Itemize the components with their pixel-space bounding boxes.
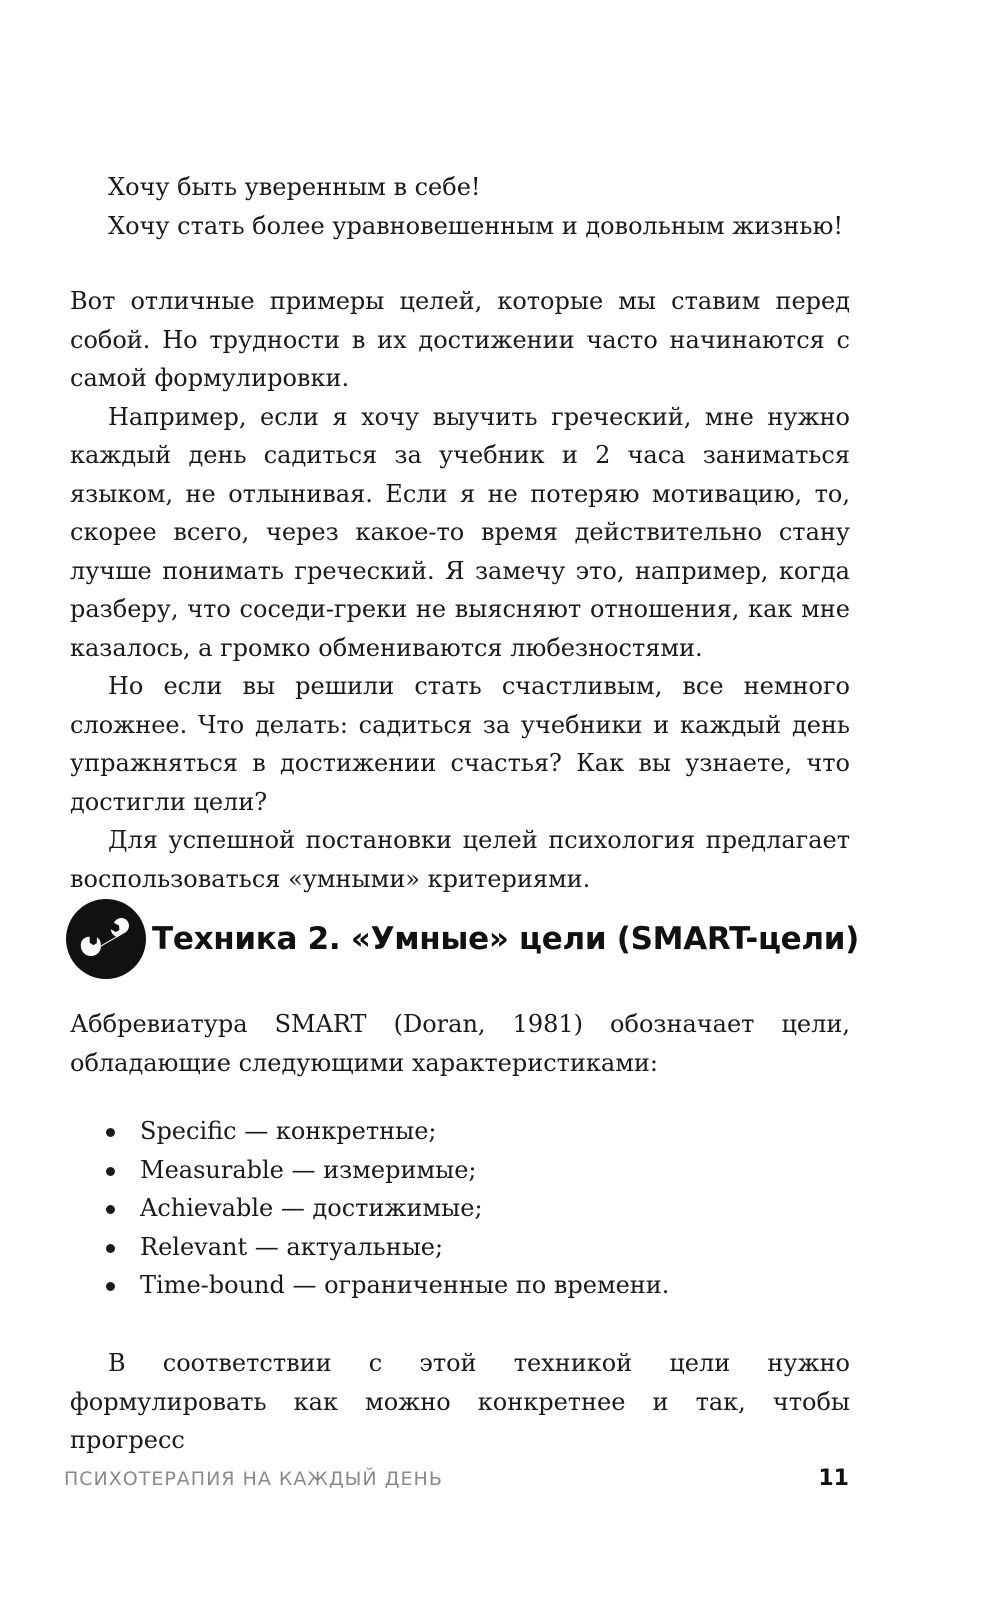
paragraph: Для успешной постановки целей психология предлагает воспользоваться «умными» критериями. bbox=[70, 826, 850, 893]
section-title: Техника 2. «Умные» цели (SMART-цели) bbox=[152, 921, 860, 957]
list-item: Time-bound — ограниченные по времени. bbox=[104, 1266, 669, 1305]
paragraph: В соответствии с этой техникой цели нужно формулировать как можно конкретнее и так, чтобы прогресс bbox=[70, 1349, 850, 1454]
list-item: Measurable — измеримые; bbox=[104, 1151, 669, 1190]
paragraph: Но если вы решили стать счастливым, все немного сложнее. Что делать: садиться за учебники и каждый день упражняться в достижении счастья? Как вы узнаете, что достигли цели? bbox=[70, 672, 850, 816]
page-number: 11 bbox=[818, 1466, 849, 1491]
body-text bbox=[70, 282, 850, 898]
goal-examples bbox=[108, 168, 843, 245]
paragraph: Вот отличные примеры целей, которые мы ставим перед собой. Но трудности в их достижении часто начинаются с самой формулировки. bbox=[70, 287, 850, 392]
list-item: Achievable — достижимые; bbox=[104, 1189, 669, 1228]
running-title: ПСИХОТЕРАПИЯ НА КАЖДЫЙ ДЕНЬ bbox=[64, 1468, 443, 1490]
closing-text bbox=[70, 1344, 850, 1460]
bullet-icon bbox=[106, 1205, 115, 1214]
bullet-icon bbox=[106, 1282, 115, 1291]
paragraph: Например, если я хочу выучить греческий, мне нужно каждый день садиться за учебник и 2 часа заниматься языком, не отлынивая. Если я не потеряю мотивацию, то, скорее всего, через какое-то время действительно стану лучше понимать греческий. Я замечу это, например, когда разберу, что соседи-греки не выясняют отношения, как мне казалось, а громко обмениваются любезностями. bbox=[70, 402, 850, 662]
list-item: Specific — конкретные; bbox=[104, 1112, 669, 1151]
section-heading bbox=[66, 898, 859, 980]
page-footer bbox=[64, 1466, 849, 1491]
bullet-icon bbox=[106, 1128, 115, 1137]
list-item: Relevant — актуальные; bbox=[104, 1228, 669, 1267]
paragraph: Аббревиатура SMART (Doran, 1981) обозначает цели, обладающие следующими характеристиками: bbox=[70, 1010, 850, 1077]
smart-criteria-list bbox=[104, 1112, 669, 1305]
bullet-icon bbox=[106, 1244, 115, 1253]
goal-example-line: Хочу быть уверенным в себе! bbox=[108, 173, 481, 201]
bullet-icon bbox=[106, 1167, 115, 1176]
wrench-icon bbox=[66, 899, 146, 979]
smart-intro bbox=[70, 1005, 850, 1082]
goal-example-line: Хочу стать более уравновешенным и довольным жизнью! bbox=[108, 211, 843, 240]
